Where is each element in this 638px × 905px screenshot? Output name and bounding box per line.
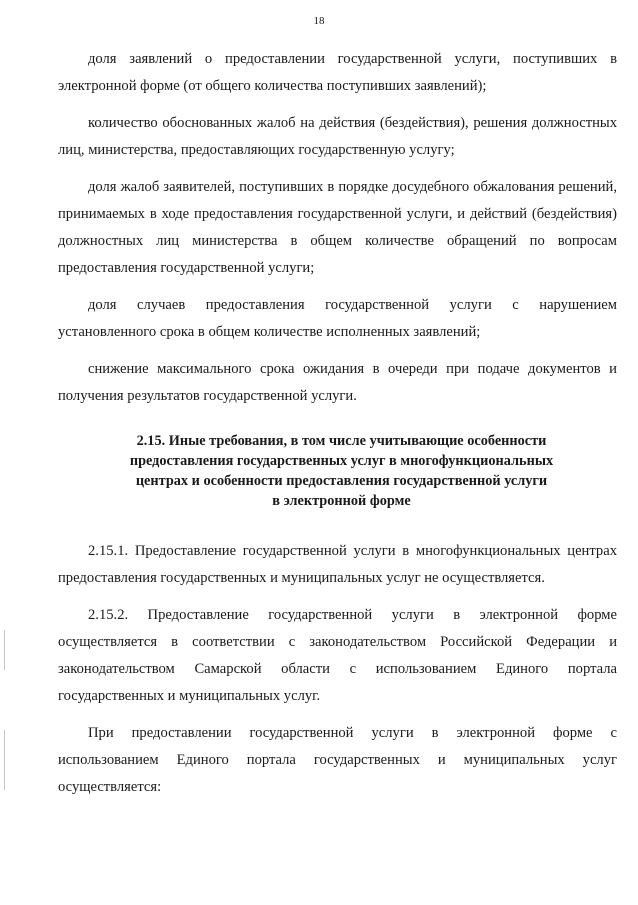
heading-line: в электронной форме — [272, 493, 411, 509]
paragraph-queue-time-reduction: снижение максимального срока ожидания в очереди при подаче документов и получения результатов государственной услуги. — [58, 361, 617, 404]
paragraph-justified-complaints: количество обоснованных жалоб на действия (бездействия), решения должностных лиц, министерства, предоставляющих государственную услугу; — [58, 115, 617, 158]
heading-line: центрах и особенности предоставления государственной услуги — [135, 473, 548, 489]
scan-margin-mark — [4, 730, 5, 790]
paragraph-2-15-1: 2.15.1. Предоставление государственной услуги в многофункциональных центрах предоставления государственных и муниципальных услуг не осуществляется. — [58, 543, 617, 586]
page-number: 18 — [313, 15, 325, 27]
paragraph-electronic-form-intro: При предоставлении государственной услуги в электронной форме с использованием Единого портала государственных и муниципальных услуг осуществляется: — [58, 725, 617, 795]
scan-margin-mark — [4, 630, 5, 670]
paragraph-deadline-violations: доля случаев предоставления государственной услуги с нарушением установленного срока в общем количестве исполненных заявлений; — [58, 297, 617, 340]
heading-line: предоставления государственных услуг в многофункциональных — [129, 453, 554, 469]
heading-line: 2.15. Иные требования, в том числе учитывающие особенности — [136, 433, 547, 449]
document-body — [58, 46, 617, 801]
section-heading-2-15 — [58, 431, 617, 511]
paragraph-share-complaints: доля жалоб заявителей, поступивших в порядке досудебного обжалования решений, принимаемых в ходе предоставления государственной услуги, и действий (бездействия) должностных лиц министерства в общем количестве обращений по вопросам предоставления государственной услуги; — [58, 179, 617, 276]
paragraph-share-electronic-applications: доля заявлений о предоставлении государственной услуги, поступивших в электронной форме (от общего количества поступивших заявлений); — [58, 51, 617, 94]
paragraph-2-15-2: 2.15.2. Предоставление государственной услуги в электронной форме осуществляется в соответствии с законодательством Российской Федерации и законодательством Самарской области с использованием Единого портала государственных и муниципальных услуг. — [58, 607, 617, 704]
